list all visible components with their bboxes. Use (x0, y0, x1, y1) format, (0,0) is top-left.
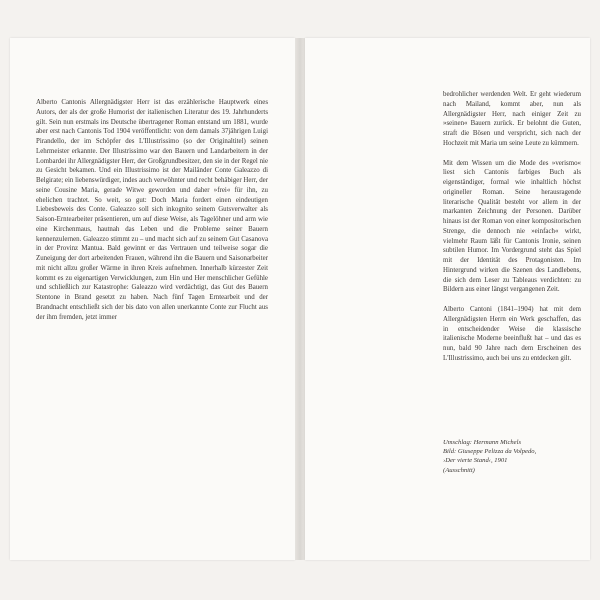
left-paragraph-1: Alberto Cantonis Allergnädigster Herr ist das erzählerische Hauptwerk eines Autors, der als der große Humorist der italienischen Literatur des 19. Jahrhunderts gilt. Sein nun erstmals ins Deutsche übertragener Roman entstand um 1881, wurde aber erst nach Cantonis Tod 1904 veröffentlicht: von dem damals 37jährigen Luigi Pirandello, der im Schöpfer des L'Illustrissimo (so der Originaltitel) seinen Lehrmeister erkannte. Der Illustrissimo war den Bauern und Landarbeitern in der Lombardei ihr Allergnädigster Herr, der Großgrundbesitzer, den sie in der Regel nie zu Gesicht bekamen. Und ein Illustrissimo ist der Mailänder Conte Galeazzo di Belgirate; ein liebenswürdiger, indes auch verwöhnter und recht behäbiger Herr, der seine Cousine Maria, gerade Witwe geworden und daher »frei« für ihn, zu ehelichen trachtet. So weit, so gut: Doch Maria fordert einen eindeutigen Liebesbeweis des Conte. Galeazzo soll sich inkognito seinem Gutsverwalter als Saison-Erntearbeiter präsentieren, um auf diese Weise, als Tagelöhner und arm wie eine Kirchenmaus, hautnah das Leben und die Probleme seiner Bauern kennenzulernen. Galeazzo stimmt zu – und macht sich auf zu seinem Gut Casanova in der Provinz Mantua. Bald gewinnt er das Vertrauen und teilweise sogar die Zuneigung der dort arbeitenden Frauen, während ihn die Bauern und Saisonarbeiter mit nicht allzu großer Wärme in ihren Kreis aufnehmen. Innerhalb kürzester Zeit kommt es zu eigenartigen Verwicklungen, zum Hin und Her menschlicher Gefühle und schließlich zur Katastrophe: Galeazzo wird verdächtigt, das Gut des Bauern Stentone in Brand gesetzt zu haben. Nach fünf Tagen Erntearbeit und der Brandnacht entschließt sich der bis dato von allen unerkannte Conte zur Flucht aus der ihm fremden, jetzt immer (36, 99, 268, 321)
left-page (10, 38, 295, 560)
right-page (305, 38, 590, 560)
right-paragraph-3: Alberto Cantoni (1841–1904) hat mit dem Allergnädigsten Herrn ein Werk geschaffen, das in entscheidender Weise die klassische italienische Moderne beeinflußt hat – und das es nun, bald 90 Jahre nach dem Erscheinen des L'Illustrissimo, auch bei uns zu entdecken gilt. (443, 306, 581, 362)
book-gutter (295, 38, 305, 560)
right-paragraph-2: Mit dem Wissen um die Mode des »verismo« liest sich Cantonis farbiges Buch als eigenständiger, formal wie inhaltlich höchst origineller Roman. Seine herausragende literarische Qualität besteht vor allem in der markanten Zeichnung der Personen. Darüber hinaus ist der Roman von einer kompositorischen Strenge, die dennoch nie »einfach« wirkt, vielmehr Raum läßt für Cantonis Ironie, seinen subtilen Humor. Im Vordergrund steht das Spiel mit der Identität des Protagonisten. Im Hintergrund wirken die Szenen des Landlebens, die sich dem Leser zu Tableaus verdichten: zu Bildern aus einer längst vergangenen Zeit. (443, 159, 581, 294)
left-page-text (36, 98, 268, 322)
right-page-text (443, 90, 581, 364)
credit-cover-design: Umschlag: Hermann Michels (443, 439, 522, 446)
credit-image-note: (Ausschnitt) (443, 466, 475, 474)
credit-image: Bild: Giuseppe Pelizza da Volpedo, (443, 448, 537, 456)
credit-image-title: ›Der vierte Stand‹, 1901 (443, 457, 508, 465)
right-paragraph-1: bedrohlicher werdenden Welt. Er geht wiederum nach Mailand, kommt aber, nun als Allergnädigster Herr, nach einiger Zeit zu »seinen« Bauern zurück. Er belohnt die Guten, straft die Bösen und verspricht, sich nach der Hochzeit mit Maria um seine Leute zu kümmern. (443, 91, 581, 147)
cover-credits (443, 438, 583, 475)
